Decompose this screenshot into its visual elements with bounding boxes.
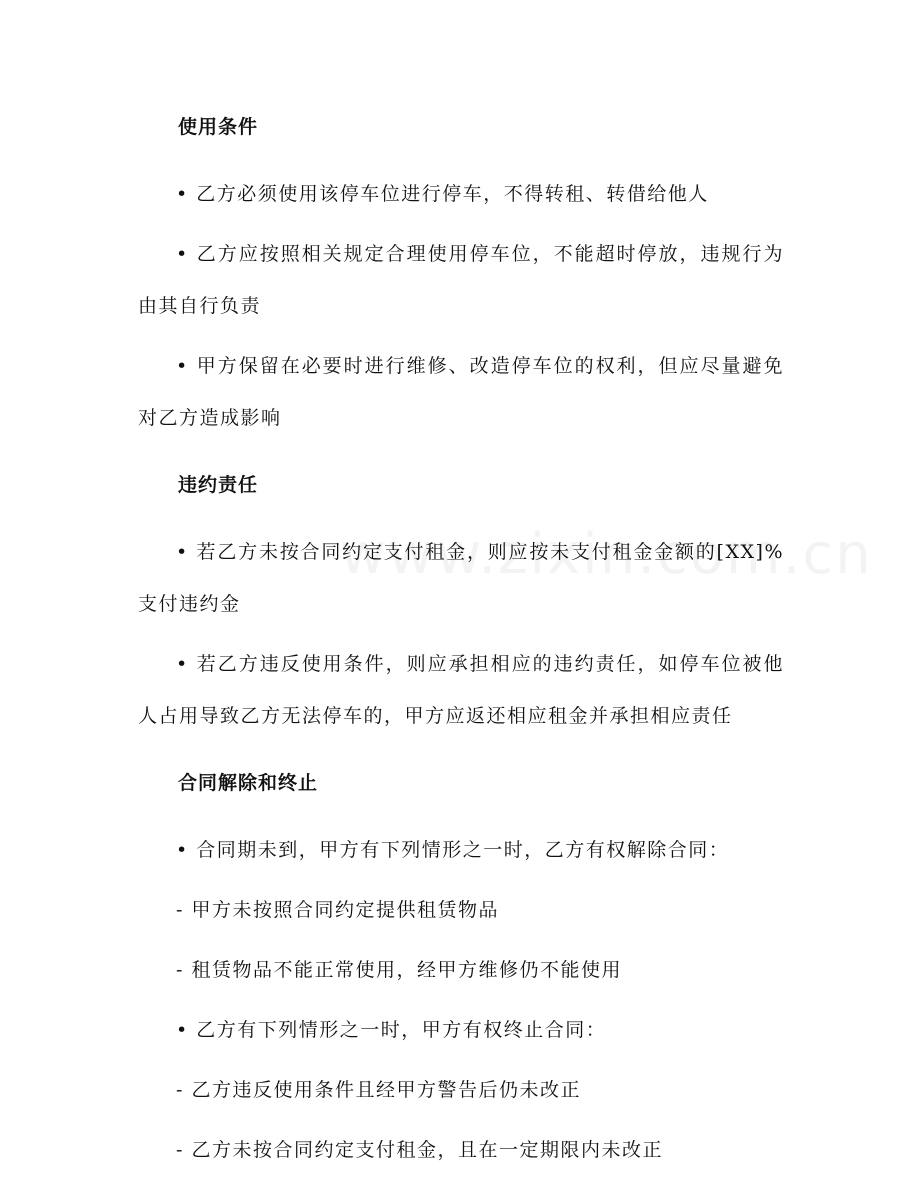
list-item-text: • 甲方保留在必要时进行维修、改造停车位的权利，但应尽量避免 xyxy=(176,355,784,377)
list-item-text: - 甲方未按照合同约定提供租赁物品 xyxy=(176,899,499,921)
list-item xyxy=(138,638,784,742)
list-item xyxy=(138,526,784,630)
section-heading-breach-liability: 违约责任 xyxy=(178,474,259,496)
section-heading-usage-conditions: 使用条件 xyxy=(178,116,259,138)
list-item-text: • 合同期未到，甲方有下列情形之一时，乙方有权解除合同： xyxy=(176,839,730,861)
list-item xyxy=(138,1124,784,1176)
list-item-text: • 乙方有下列情形之一时，甲方有权终止合同： xyxy=(176,1019,607,1041)
list-item-text: • 乙方应按照相关规定合理使用停车位，不能超时停放，违规行为 xyxy=(176,243,784,265)
list-item xyxy=(138,1064,784,1116)
list-item xyxy=(138,168,784,220)
list-item xyxy=(138,228,784,332)
list-item xyxy=(138,824,784,876)
list-item-text: - 乙方违反使用条件且经甲方警告后仍未改正 xyxy=(176,1079,581,1101)
list-item-text-continued: 人占用导致乙方无法停车的，甲方应返还相应租金并承担相应责任 xyxy=(138,705,733,727)
list-item-text-continued: 支付违约金 xyxy=(138,593,241,615)
list-item-text-continued: 由其自行负责 xyxy=(138,295,262,317)
list-item-text-continued: 对乙方造成影响 xyxy=(138,407,282,429)
list-item xyxy=(138,340,784,444)
list-item xyxy=(138,944,784,996)
list-item-text: • 若乙方违反使用条件，则应承担相应的违约责任，如停车位被他 xyxy=(176,653,784,675)
section-heading-termination: 合同解除和终止 xyxy=(178,772,319,794)
list-item xyxy=(138,1004,784,1056)
list-item-text: • 若乙方未按合同约定支付租金，则应按未支付租金金额的[XX]% xyxy=(176,541,784,563)
list-item-text: - 租赁物品不能正常使用，经甲方维修仍不能使用 xyxy=(176,959,622,981)
list-item-text: - 乙方未按合同约定支付租金，且在一定期限内未改正 xyxy=(176,1139,663,1161)
list-item xyxy=(138,884,784,936)
document-body xyxy=(138,108,784,1184)
list-item-text: • 乙方必须使用该停车位进行停车，不得转租、转借给他人 xyxy=(176,183,709,205)
